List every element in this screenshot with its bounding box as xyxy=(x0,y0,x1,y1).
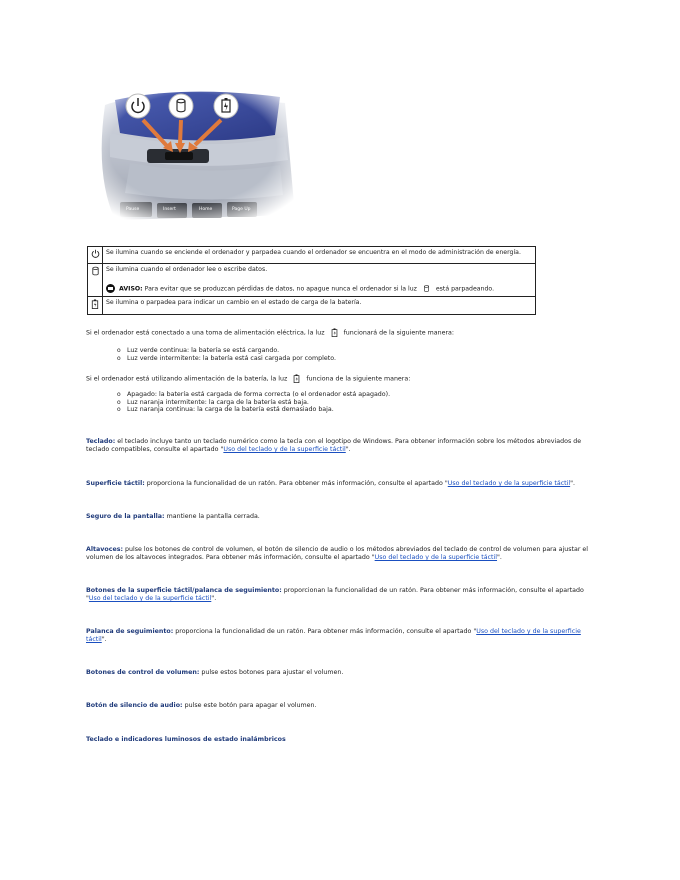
notice-icon xyxy=(106,284,115,293)
table-cell: Se ilumina o parpadea para indicar un cambio en el estado de carga de la batería. xyxy=(103,296,536,314)
power-icon xyxy=(126,94,150,118)
list-item: o Luz naranja continua: la carga de la batería está demasiado baja. xyxy=(117,406,390,414)
section-superficie xyxy=(86,480,592,488)
section-volumen xyxy=(86,669,592,677)
section-label: Botones de control de volumen: xyxy=(86,669,200,676)
section-label: Teclado: xyxy=(86,438,116,445)
hard-drive-icon xyxy=(423,284,430,293)
keyboard-touchpad-link[interactable]: Uso del teclado y de la superficie táctil xyxy=(86,628,581,643)
battery-icon xyxy=(293,374,300,383)
notice-label: AVISO: xyxy=(119,285,143,293)
section-label: Botones de la superficie táctil/palanca de seguimiento: xyxy=(86,587,282,594)
section-text-end: ". xyxy=(101,636,107,643)
section-label: Palanca de seguimiento: xyxy=(86,628,174,635)
icon-cell xyxy=(88,264,103,297)
table-cell xyxy=(103,264,536,297)
section-silencio xyxy=(86,702,592,710)
section-text-end: ". xyxy=(570,480,576,487)
section-label: Altavoces: xyxy=(86,546,123,553)
section-text: pulse los botones de control de volumen, el botón de silencio de audio o los métodos abreviados del teclado de control de volumen para ajustar el volumen de los altavoces integrados. Para obtener más información, consulte el apartado " xyxy=(86,546,589,561)
section-text: proporciona la funcionalidad de un ratón. Para obtener más información, consulte el apartado " xyxy=(175,628,477,635)
hard-drive-icon xyxy=(91,266,100,276)
section-text: proporcionan la funcionalidad de un ratón. Para obtener más información, consulte el apartado " xyxy=(86,587,584,602)
list-item: o Luz verde continua: la batería se está cargando. xyxy=(117,347,336,355)
section-text: el teclado incluye tanto un teclado numérico como la tecla con el logotipo de Windows. Para obtener información sobre los métodos abreviados de teclado compatibles, consulte el apartado " xyxy=(86,438,582,453)
keyboard-touchpad-link[interactable]: Uso del teclado y de la superficie táctil xyxy=(374,554,498,561)
list-item: o Luz naranja intermitente: la carga de la batería está baja. xyxy=(117,399,390,407)
section-text: pulse estos botones para ajustar el volumen. xyxy=(201,669,344,676)
hard-drive-icon xyxy=(169,94,193,118)
icon-cell xyxy=(88,247,103,264)
table-row xyxy=(88,296,536,314)
notice xyxy=(106,284,532,294)
icon-cell xyxy=(88,296,103,314)
section-text: proporciona la funcionalidad de un ratón. Para obtener más información, consulte el apartado " xyxy=(146,480,448,487)
ac-list xyxy=(117,347,336,362)
battery-intro-end: funciona de la siguiente manera: xyxy=(306,375,411,383)
battery-intro-text: Si el ordenador está utilizando alimentación de la batería, la luz xyxy=(86,375,288,383)
battery-intro xyxy=(86,374,592,384)
section-heading: Teclado e indicadores luminosos de estado inalámbricos xyxy=(86,736,286,743)
section-label: Superficie táctil: xyxy=(86,480,145,487)
ac-intro-text: Si el ordenador está conectado a una toma de alimentación eléctrica, la luz xyxy=(86,329,325,337)
section-text: pulse este botón para apagar el volumen. xyxy=(184,702,317,709)
indicator-table xyxy=(87,246,536,315)
section-text-end: ". xyxy=(211,595,217,602)
battery-icon xyxy=(91,299,99,309)
section-text-end: ". xyxy=(497,554,502,561)
status-lights-illustration xyxy=(85,85,300,225)
section-text: mantiene la pantalla cerrada. xyxy=(166,513,260,520)
section-palanca xyxy=(86,628,592,644)
keyboard-touchpad-link[interactable]: Uso del teclado y de la superficie táctil xyxy=(447,480,571,487)
section-teclado xyxy=(86,438,592,454)
section-altavoces xyxy=(86,546,592,562)
section-label: Botón de silencio de audio: xyxy=(86,702,183,709)
power-icon xyxy=(91,249,100,258)
ac-intro-end: funcionará de la siguiente manera: xyxy=(343,329,455,337)
battery-icon xyxy=(214,94,238,118)
section-text-end: ". xyxy=(345,446,351,453)
list-item: o Luz verde intermitente: la batería está casi cargada por completo. xyxy=(117,355,336,363)
battery-list xyxy=(117,391,390,414)
keyboard-touchpad-link[interactable]: Uso del teclado y de la superficie táctil xyxy=(88,595,212,602)
section-inalambricos xyxy=(86,736,592,744)
section-label: Seguro de la pantalla: xyxy=(86,513,165,520)
section-seguro xyxy=(86,513,592,521)
notice-text: Para evitar que se produzcan pérdidas de datos, no apague nunca el ordenador si la luz xyxy=(144,285,417,293)
list-item: o Apagado: la batería está cargada de forma correcta (o el ordenador está apagado). xyxy=(117,391,390,399)
battery-icon xyxy=(331,328,338,337)
table-row xyxy=(88,247,536,264)
ac-intro xyxy=(86,328,592,338)
laptop-status-lights-diagram xyxy=(85,85,300,225)
table-row xyxy=(88,264,536,297)
keyboard-touchpad-link[interactable]: Uso del teclado y de la superficie táctil xyxy=(223,446,346,453)
notice-text-end: está parpadeando. xyxy=(435,285,495,293)
table-cell: Se ilumina cuando se enciende el ordenador y parpadea cuando el ordenador se encuentra en el modo de administración de energía. xyxy=(103,247,536,264)
section-botones-superficie xyxy=(86,587,592,603)
drive-description: Se ilumina cuando el ordenador lee o escribe datos. xyxy=(106,266,268,273)
